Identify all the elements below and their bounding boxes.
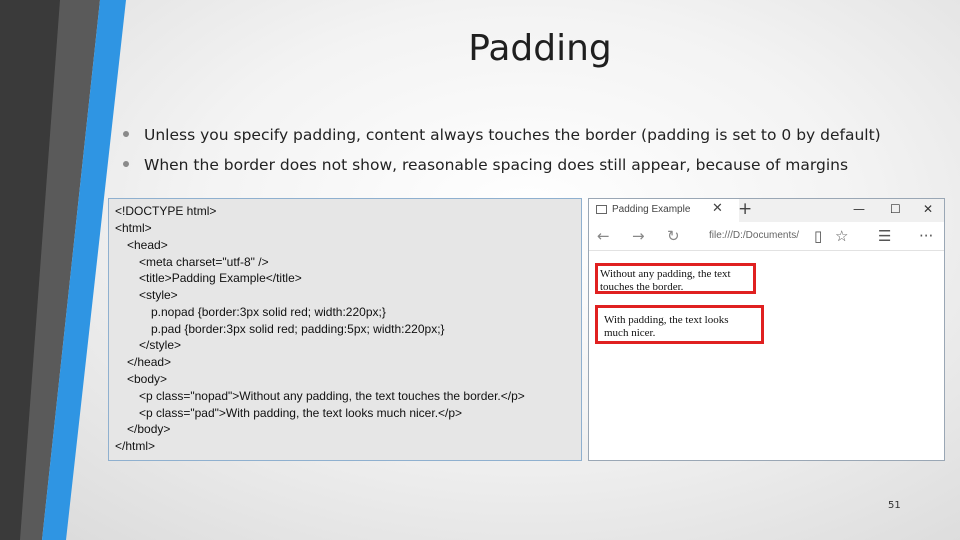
code-line: <p class="pad">With padding, the text looks much nicer.</p> [139,406,463,420]
code-line: <meta charset="utf-8" /> [139,255,269,269]
code-line: <style> [139,288,178,302]
minimize-icon[interactable]: — [853,202,865,216]
bullet-list [118,126,938,186]
tab-bar [589,199,944,222]
code-line: </body> [127,422,171,436]
page-icon [596,205,607,214]
back-arrow-icon[interactable]: ← [597,227,610,245]
maximize-icon[interactable]: ☐ [890,202,901,216]
pad-paragraph: With padding, the text looks much nicer. [595,305,764,344]
page-number: 51 [888,500,901,511]
code-line: <p class="nopad">Without any padding, the text touches the border.</p> [139,389,525,403]
close-window-icon[interactable]: ✕ [923,202,934,216]
tab-title: Padding Example [612,204,691,215]
bullet-text: When the border does not show, reasonable spacing does still appear, because of margins [144,156,849,174]
bullet-icon [123,131,129,137]
code-line: </style> [139,338,182,352]
refresh-icon[interactable]: ↻ [667,227,680,245]
bullet-item [118,126,938,156]
code-line: <html> [115,221,152,235]
bullet-icon [123,161,129,167]
favorite-star-icon[interactable]: ☆ [835,227,849,245]
nav-bar [589,222,944,251]
more-icon[interactable]: ··· [919,227,934,245]
code-line: <title>Padding Example</title> [139,271,302,285]
code-line: <!DOCTYPE html> [115,204,217,218]
code-line: </html> [115,439,156,453]
bullet-item [118,156,938,186]
browser-tab[interactable] [589,199,739,222]
code-line: p.nopad {border:3px solid red; width:220px;} [151,305,386,319]
nopad-paragraph: Without any padding, the text touches the border. [595,263,756,294]
slide-title: Padding [468,28,612,69]
forward-arrow-icon[interactable]: → [632,227,645,245]
browser-window [588,198,945,461]
code-line: p.pad {border:3px solid red; padding:5px; width:220px;} [151,322,445,336]
new-tab-icon[interactable]: + [738,199,753,219]
code-listing [108,198,582,461]
code-line: <head> [127,238,168,252]
code-line: <body> [127,372,168,386]
hub-icon[interactable]: ☰ [878,227,892,245]
bullet-text: Unless you specify padding, content always touches the border (padding is set to 0 by default) [144,126,881,144]
address-bar[interactable]: file:///D:/Documents/ [709,230,800,241]
close-tab-icon[interactable]: ✕ [712,201,723,216]
page-viewport [589,251,944,460]
code-line: </head> [127,355,172,369]
reading-view-icon[interactable]: ▯ [814,227,823,245]
